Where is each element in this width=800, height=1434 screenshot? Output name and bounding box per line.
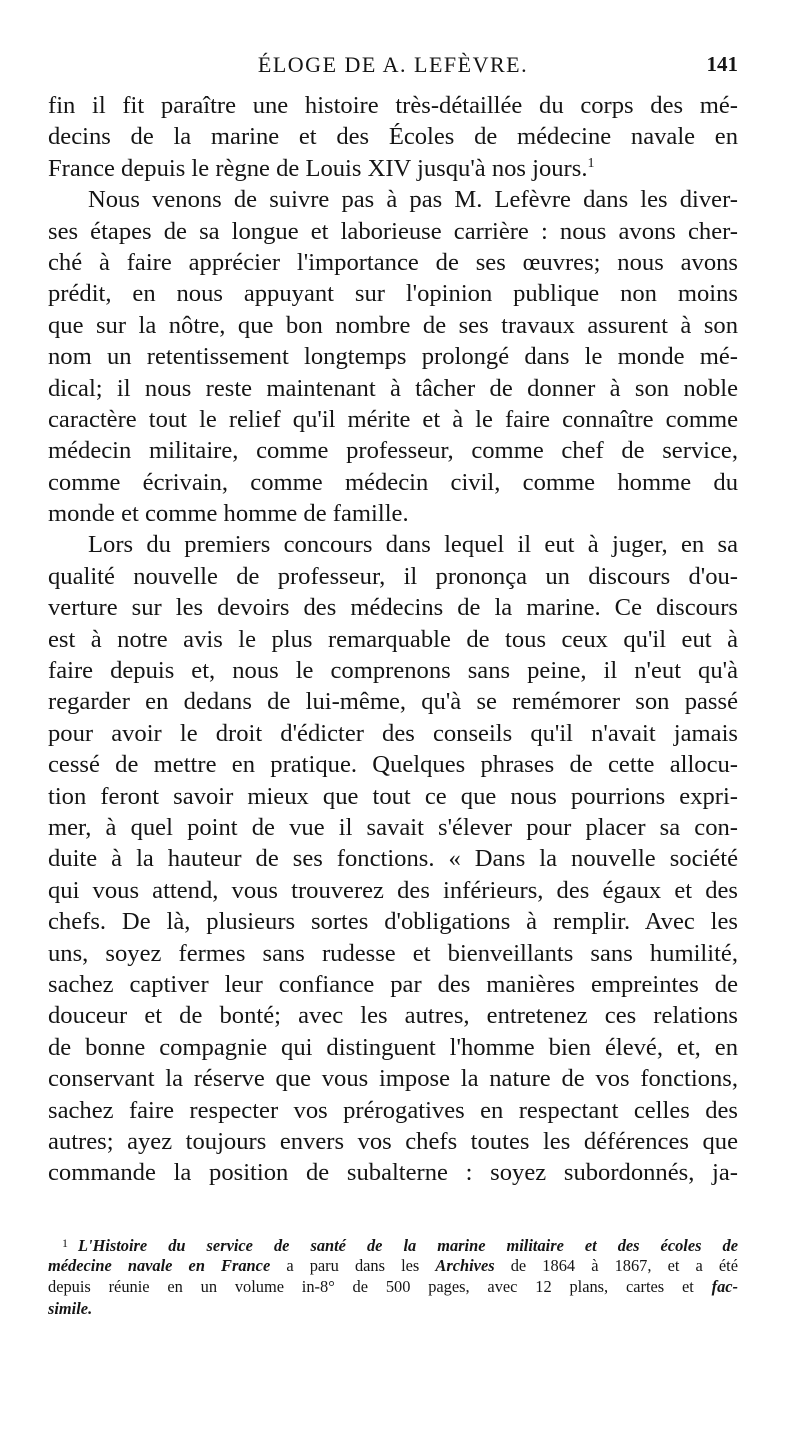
- text-line: fin il fit paraître une histoire très-détaillée du corps des mé-: [48, 92, 738, 119]
- footnote-line: [48, 1255, 738, 1277]
- footnote-italic-text: fac-: [711, 1277, 738, 1296]
- footnote-italic-text: Archives: [435, 1255, 495, 1275]
- text-line: chefs. De là, plusieurs sortes d'obligations à remplir. Avec les: [48, 908, 738, 936]
- text-line: commande la position de subalterne : soyez subordonnés, ja-: [48, 1159, 738, 1187]
- text-line: que sur la nôtre, que bon nombre de ses travaux assurent à son: [48, 311, 738, 339]
- text-line-content: France depuis le règne de Louis XIV jusqu'à nos jours: [48, 154, 582, 182]
- text-line: sachez captiver leur confiance par des manières empreintes de: [48, 970, 738, 998]
- footnote-italic-text: L'Histoire du service de santé de la marine militaire et des écoles de: [78, 1236, 738, 1255]
- text-line: ché à faire apprécier l'importance de ses œuvres; nous avons: [48, 248, 738, 276]
- footnote-line: [48, 1276, 738, 1298]
- text-line: conservant la réserve que vous impose la nature de vos fonctions,: [48, 1065, 738, 1093]
- text-line: ses étapes de sa longue et laborieuse carrière : nous avons cher-: [48, 217, 738, 245]
- running-title: ÉLOGE DE A. LEFÈVRE.: [257, 52, 529, 77]
- text-line: decins de la marine et des Écoles de médecine navale en: [48, 123, 738, 151]
- text-line: France depuis le règne de Louis XIV jusqu'à nos jours.$^1$: [48, 154, 595, 182]
- text-line: qualité nouvelle de professeur, il prononça un discours d'ou-: [48, 562, 738, 590]
- paragraph-start-line: Lors du premiers concours dans lequel il eut à juger, en sa: [88, 531, 738, 559]
- text-line: sachez faire respecter vos prérogatives en respectant celles des: [48, 1096, 738, 1124]
- text-line: qui vous attend, vous trouverez des inférieurs, des égaux et des: [48, 876, 738, 904]
- text-line: pour avoir le droit d'édicter des conseils qu'il n'avait jamais: [48, 719, 738, 747]
- text-line: uns, soyez fermes sans rudesse et bienveillants sans humilité,: [48, 939, 738, 967]
- text-line: est à notre avis le plus remarquable de tous ceux qu'il eut à: [48, 625, 738, 653]
- text-line: autres; ayez toujours envers vos chefs toutes les déférences que: [48, 1127, 738, 1155]
- text-line: dical; il nous reste maintenant à tâcher de donner à son noble: [48, 374, 738, 402]
- footnote-line: [48, 1298, 738, 1320]
- text-line: de bonne compagnie qui distinguent l'homme bien élevé, et, en: [48, 1033, 738, 1061]
- page-header: [48, 52, 738, 82]
- footnote-reference: 1: [587, 155, 595, 171]
- page-number: 141: [706, 52, 738, 76]
- body-text: [48, 90, 738, 1189]
- text-line: prédit, en nous appuyant sur l'opinion publique non moins: [48, 280, 738, 308]
- text-line: médecin militaire, comme professeur, comme chef de service,: [48, 437, 738, 465]
- text-line: verture sur les devoirs des médecins de la marine. Ce discours: [48, 594, 738, 622]
- text-line: monde et comme homme de famille.: [48, 500, 409, 528]
- footnote-text: a paru dans les: [270, 1255, 436, 1275]
- text-line: faire depuis et, nous le comprenons sans peine, il n'eut qu'à: [48, 657, 738, 685]
- text-line: caractère tout le relief qu'il mérite et à le faire connaître comme: [48, 405, 738, 433]
- text-line: cessé de mettre en pratique. Quelques phrases de cette allocu-: [48, 751, 738, 779]
- text-line: regarder en dedans de lui-même, qu'à se remémorer son passé: [48, 688, 738, 716]
- paragraph-start-line: Nous venons de suivre pas à pas M. Lefèvre dans les diver-: [88, 186, 738, 214]
- text-line: douceur et de bonté; avec les autres, entretenez ces relations: [48, 1002, 738, 1030]
- text-line: nom un retentissement longtemps prolongé dans le monde mé-: [48, 343, 738, 371]
- footnote-text: de 1864 à 1867, et a été: [494, 1255, 738, 1275]
- footnote-marker: 1: [62, 1236, 68, 1250]
- footnote-text: depuis réunie en un volume in-8° de 500 pages, avec 12 plans, cartes et: [48, 1277, 712, 1296]
- text-line: duite à la hauteur de ses fonctions. « Dans la nouvelle société: [48, 845, 738, 873]
- footnote-line: [48, 1233, 738, 1255]
- text-line: tion feront savoir mieux que tout ce que nous pourrions expri-: [48, 782, 738, 810]
- text-line: comme écrivain, comme médecin civil, comme homme du: [48, 468, 738, 496]
- footnote: [48, 1233, 738, 1319]
- footnote-italic-text: simile.: [48, 1298, 93, 1318]
- text-line: mer, à quel point de vue il savait s'élever pour placer sa con-: [48, 813, 738, 841]
- footnote-italic-text: médecine navale en France: [48, 1255, 271, 1275]
